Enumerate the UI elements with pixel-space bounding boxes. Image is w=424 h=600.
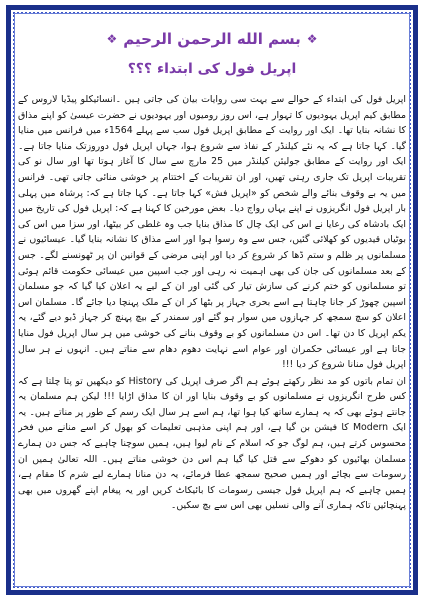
page-title: [18, 58, 406, 80]
paragraph-1: اپریل فول کی ابتداء کے حوالے سے بہت سی روایات بیان کی جاتی ہیں ۔انسائیکلو پیڈیا لاروس کے مطابق کیم اپریل یہودیوں کا تہوار ہے، اس روز رومیوں اور یہودیوں نے حضرت عیسیٰ کو اپنے مذاق کا نشانہ بنایا تھا۔ ایک اور روایت کے مطابق اپریل فول سب سے پہلے 1564ء میں فرانس میں منایا گیا۔ کہا جاتا ہے کہ یہ نئے کیلنڈر کے نفاذ سے شروع ہوا، جہاں اپریل فول دوروزتک منایا جاتا ہے۔ایک اور روایت کے مطابق جولیئن کیلنڈر میں 25 مارچ سے سال کا آغاز ہوتا تھا اور سال نو کی تقریبات اپریل تک جاری رہتی تھیں، اور ان تقریبات کے اختتام پر خوشی منائی جاتی تھی۔ فرانس میں یہ بے وقوف بنائے والے شخص کو «اپریل فش» کہا جاتا ہے۔ کہا جاتا ہے کہ: پرشاہ میں پہلی بار اپریل فول انگریزوں نے اپنے یہاں رواج دیا۔ بعض مورخین کا کہنا ہے کہ: اپریل فول کی تاریخ میں ایک بادشاہ کی رعایا نے اس کی ایک چال کا مذاق بنایا جب وہ غلطی کر بیٹھا، اور سزا میں اس کی بوٹیاں قیدیوں کو کھلائی گئیں، جس سے وہ رسوا ہوا اور اسے مذاق کا نشانہ بنایا گیا۔ عیسائیوں نے مسلمانوں پر ظلم و ستم ڈھا کر شروع کر دیا اور اپنی مرضی کے قوانین ان پر ٹھونسنے لگے۔ جس کے بعد مسلمانوں کی جان کی بھی اہمیت نہ رہی اور جب اسپین میں عیسائی حکومت قائم ہوئی تو مسلمانوں کو ختم کرنے کی سازش تیار کی گئی اور ان کے لیے یہ اعلان کیا گیا کہ جو مسلمان اسپین چھوڑ کر جانا چاہتا ہے اسے بحری جہاز پر بٹھا کر ان کے ملک پہنچا دیا جائے گا۔ مسلمان اس اعلان کو سچ سمجھ کر جہازوں میں سوار ہو گئے اور سمندر کے بیچ پہنچ کر جہاز ڈبو دیے گئے، یہ یکم اپریل کا دن تھا۔ اس دن مسلمانوں کو بے وقوف بنانے کی خوشی میں ہر سال اپریل فول منایا جاتا ہے اور عیسائی حکمران اور عوام اسے نہایت دھوم دھام سے مناتے ہیں۔ انہوں نے ہر سال اپریل فول منانا شروع کر دیا !!!: [18, 94, 406, 371]
basmala-header: [18, 28, 406, 50]
article-body: [18, 92, 406, 514]
ornament-right-icon: ❖: [106, 32, 118, 46]
document-content: [18, 28, 406, 584]
title-text: اپریل فول کی ابتداء: [156, 61, 297, 77]
ornament-left-icon: ❖: [306, 32, 318, 46]
basmala-text: بسم الله الرحمن الرحیم: [123, 30, 301, 48]
paragraph-2: ان تمام باتوں کو مد نظر رکھتے ہوئے ہم اگر صرف اپریل کی History کو دیکھیں تو پتا چلتا ہے کہ کس طرح انگریزوں نے مسلمانوں کو بے وقوف بنایا اور ان کا مذاق اڑایا !!! لیکن ہم مسلمان یہ جانتے ہوئے بھی کہ یہ ہمارے ساتھ کیا ہوا تھا، ہم اسے ہر سال ایک رسم کے طور پر مناتے ہیں۔ یہ ایک Modern کا فیشن بن گیا ہے، اور ہم اپنی مذہبی تعلیمات کو بھول کر اسے منانے میں فخر محسوس کرتے ہیں، ہم لوگ جو کہ اسلام کے نام لیوا ہیں، ہمیں سوچنا چاہیے کہ جس دن ہمارے مسلمان بھائیوں کو دھوکے سے قتل کیا گیا ہم اس دن خوشی مناتے ہیں۔ اللہ تعالیٰ ہمیں ان رسومات سے بچائے اور ہمیں صحیح سمجھ عطا فرمائے، یہ دن منانا ہمارے لیے شرم کا مقام ہے، ہمیں چاہیے کہ ہم اپریل فول جیسی رسومات کا بائیکاٹ کریں اور یہ پیغام اپنے گھروں میں بھی پہنچائیں تاکہ ہماری آنے والی نسلیں بھی اس سے بچ سکیں۔: [18, 375, 406, 512]
title-question-marks: ؟؟؟: [127, 61, 153, 77]
